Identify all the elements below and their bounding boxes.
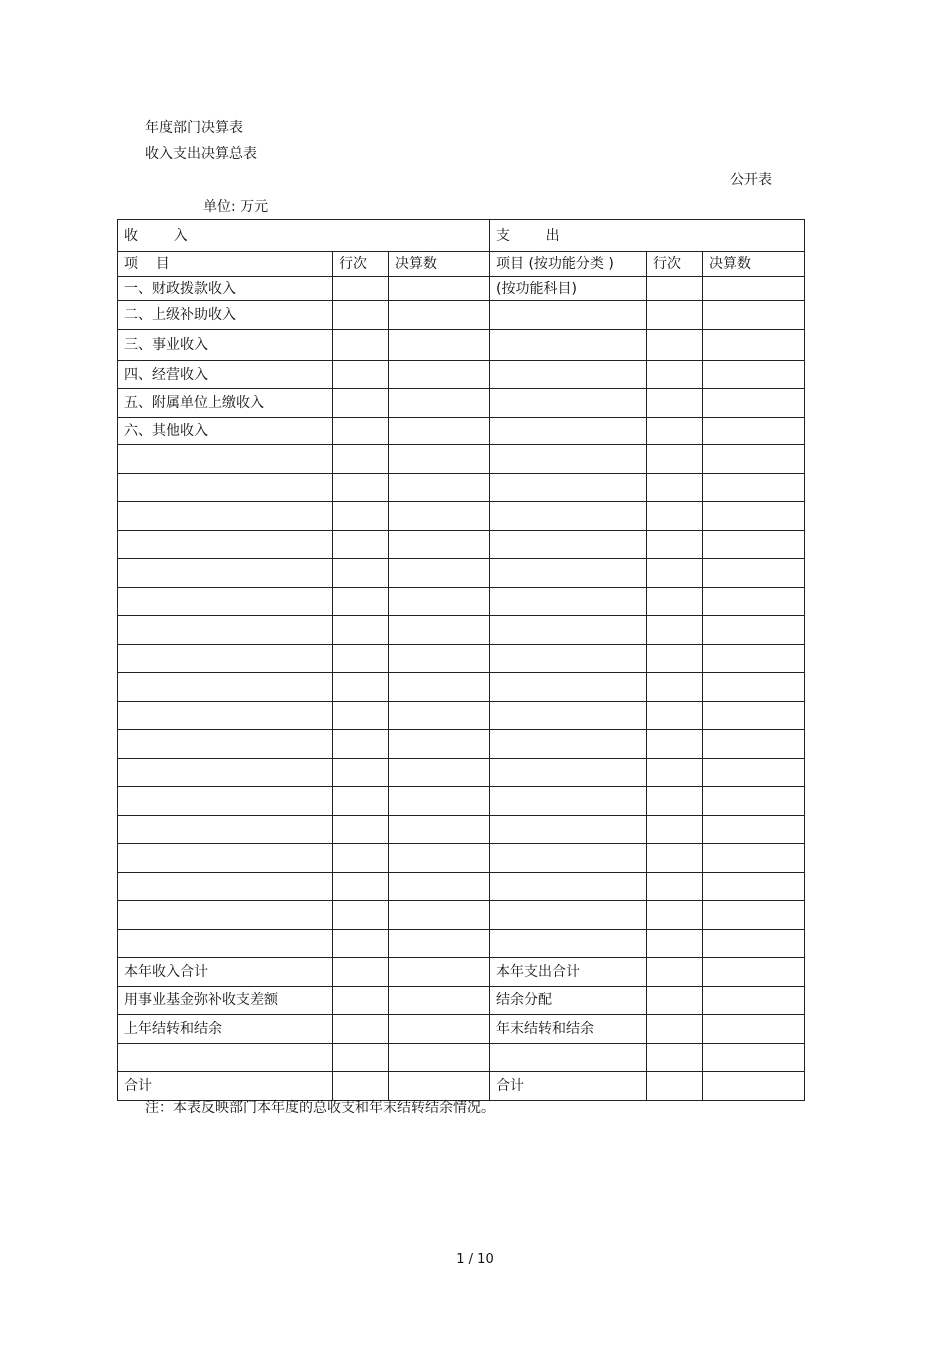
income-row-no-cell	[333, 901, 389, 930]
expense-row-no-cell	[647, 730, 703, 759]
income-amount-cell	[389, 958, 490, 987]
income-item-cell	[118, 929, 333, 958]
table-row	[118, 1015, 805, 1044]
expense-item-cell: 结余分配	[490, 986, 647, 1015]
expense-amount-cell	[703, 473, 805, 502]
expense-amount-cell	[703, 986, 805, 1015]
expense-row-no-cell	[647, 559, 703, 588]
expense-amount-cell	[703, 644, 805, 673]
income-item-cell	[118, 473, 333, 502]
income-amount-cell	[389, 361, 490, 389]
income-item-cell	[118, 1043, 333, 1072]
expense-item-cell	[490, 587, 647, 616]
income-row-no-cell	[333, 958, 389, 987]
expense-amount-cell	[703, 587, 805, 616]
expense-row-no-cell	[647, 330, 703, 361]
income-amount-cell	[389, 502, 490, 531]
income-row-no-cell	[333, 844, 389, 873]
income-item-cell	[118, 815, 333, 844]
expense-item-cell	[490, 815, 647, 844]
income-item-cell: 六、其他收入	[118, 418, 333, 445]
income-amount-cell	[389, 787, 490, 816]
expense-row-no-cell	[647, 587, 703, 616]
expense-heading: 支 出	[490, 220, 805, 252]
income-item-cell	[118, 644, 333, 673]
expense-amount-cell	[703, 277, 805, 301]
expense-item-cell	[490, 502, 647, 531]
income-amount-cell	[389, 730, 490, 759]
income-item-cell	[118, 758, 333, 787]
income-item-cell	[118, 559, 333, 588]
table-row	[118, 1072, 805, 1101]
income-amount-cell	[389, 844, 490, 873]
expense-amount-cell	[703, 872, 805, 901]
income-heading: 收 入	[118, 220, 490, 252]
expense-item-cell	[490, 445, 647, 474]
expense-amount-cell	[703, 445, 805, 474]
income-row-no-cell	[333, 445, 389, 474]
expense-row-no-cell	[647, 418, 703, 445]
income-amount-cell	[389, 1072, 490, 1101]
expense-row-no-cell	[647, 958, 703, 987]
expense-amount-cell	[703, 559, 805, 588]
table-row	[118, 277, 805, 301]
table-row	[118, 958, 805, 987]
expense-item-cell	[490, 301, 647, 330]
expense-row-no-cell	[647, 758, 703, 787]
expense-amount-cell	[703, 301, 805, 330]
table-row	[118, 929, 805, 958]
col-expense-row-no: 行次	[647, 252, 703, 277]
income-item-cell	[118, 616, 333, 645]
expense-item-cell	[490, 473, 647, 502]
col-expense-item: 项目 (按功能分类 )	[490, 252, 647, 277]
expense-item-cell	[490, 701, 647, 730]
expense-item-cell	[490, 844, 647, 873]
col-amount: 决算数	[389, 252, 490, 277]
column-header-row	[118, 252, 805, 277]
table-row	[118, 445, 805, 474]
table-row	[118, 389, 805, 418]
section-header-row	[118, 220, 805, 252]
income-amount-cell	[389, 389, 490, 418]
income-amount-cell	[389, 473, 490, 502]
expense-item-cell	[490, 901, 647, 930]
income-amount-cell	[389, 758, 490, 787]
expense-row-no-cell	[647, 844, 703, 873]
expense-amount-cell	[703, 758, 805, 787]
income-item-cell: 三、事业收入	[118, 330, 333, 361]
expense-item-cell: (按功能科目)	[490, 277, 647, 301]
expense-item-cell: 本年支出合计	[490, 958, 647, 987]
income-row-no-cell	[333, 872, 389, 901]
table-row	[118, 844, 805, 873]
expense-amount-cell	[703, 730, 805, 759]
income-item-cell: 五、附属单位上缴收入	[118, 389, 333, 418]
income-item-cell	[118, 872, 333, 901]
expense-amount-cell	[703, 389, 805, 418]
income-item-cell: 本年收入合计	[118, 958, 333, 987]
income-row-no-cell	[333, 361, 389, 389]
income-row-no-cell	[333, 758, 389, 787]
income-row-no-cell	[333, 277, 389, 301]
expense-item-cell	[490, 559, 647, 588]
income-row-no-cell	[333, 473, 389, 502]
expense-row-no-cell	[647, 530, 703, 559]
expense-amount-cell	[703, 844, 805, 873]
income-row-no-cell	[333, 644, 389, 673]
income-item-cell	[118, 502, 333, 531]
expense-item-cell	[490, 616, 647, 645]
income-row-no-cell	[333, 1015, 389, 1044]
table-row	[118, 730, 805, 759]
expense-amount-cell	[703, 787, 805, 816]
expense-item-cell	[490, 730, 647, 759]
expense-row-no-cell	[647, 502, 703, 531]
budget-summary-table	[117, 219, 805, 1101]
expense-amount-cell	[703, 901, 805, 930]
expense-item-cell: 年末结转和结余	[490, 1015, 647, 1044]
expense-row-no-cell	[647, 389, 703, 418]
income-item-cell: 四、经营收入	[118, 361, 333, 389]
income-amount-cell	[389, 644, 490, 673]
table-row	[118, 901, 805, 930]
expense-item-cell	[490, 787, 647, 816]
expense-amount-cell	[703, 701, 805, 730]
income-item-cell: 用事业基金弥补收支差额	[118, 986, 333, 1015]
income-item-cell: 一、财政拨款收入	[118, 277, 333, 301]
income-amount-cell	[389, 330, 490, 361]
expense-item-cell	[490, 644, 647, 673]
income-amount-cell	[389, 986, 490, 1015]
income-amount-cell	[389, 701, 490, 730]
income-row-no-cell	[333, 418, 389, 445]
expense-row-no-cell	[647, 277, 703, 301]
expense-item-cell	[490, 418, 647, 445]
unit-label: 单位: 万元	[203, 199, 269, 215]
table-row	[118, 872, 805, 901]
table-row	[118, 559, 805, 588]
table-row	[118, 815, 805, 844]
page-title: 年度部门决算表	[145, 120, 243, 136]
income-row-no-cell	[333, 330, 389, 361]
expense-amount-cell	[703, 418, 805, 445]
income-row-no-cell	[333, 301, 389, 330]
income-row-no-cell	[333, 986, 389, 1015]
income-item-cell: 合计	[118, 1072, 333, 1101]
income-row-no-cell	[333, 389, 389, 418]
income-amount-cell	[389, 673, 490, 702]
income-amount-cell	[389, 301, 490, 330]
expense-amount-cell	[703, 958, 805, 987]
expense-item-cell	[490, 361, 647, 389]
income-item-cell	[118, 730, 333, 759]
expense-row-no-cell	[647, 301, 703, 330]
table-note: 注：本表反映部门本年度的总收支和年末结转结余情况。	[145, 1100, 495, 1116]
income-amount-cell	[389, 1043, 490, 1072]
expense-item-cell	[490, 758, 647, 787]
expense-item-cell	[490, 673, 647, 702]
table-row	[118, 986, 805, 1015]
expense-amount-cell	[703, 1015, 805, 1044]
expense-row-no-cell	[647, 701, 703, 730]
table-row	[118, 1043, 805, 1072]
income-item-cell	[118, 701, 333, 730]
income-amount-cell	[389, 587, 490, 616]
income-item-cell: 上年结转和结余	[118, 1015, 333, 1044]
income-row-no-cell	[333, 587, 389, 616]
table-row	[118, 473, 805, 502]
income-item-cell	[118, 844, 333, 873]
income-amount-cell	[389, 277, 490, 301]
expense-row-no-cell	[647, 361, 703, 389]
expense-item-cell	[490, 389, 647, 418]
expense-amount-cell	[703, 673, 805, 702]
table-row	[118, 644, 805, 673]
col-row-no: 行次	[333, 252, 389, 277]
income-item-cell	[118, 587, 333, 616]
income-amount-cell	[389, 929, 490, 958]
income-row-no-cell	[333, 815, 389, 844]
table-row	[118, 616, 805, 645]
expense-amount-cell	[703, 502, 805, 531]
expense-row-no-cell	[647, 901, 703, 930]
income-row-no-cell	[333, 530, 389, 559]
income-item-cell	[118, 673, 333, 702]
table-row	[118, 758, 805, 787]
expense-row-no-cell	[647, 815, 703, 844]
expense-amount-cell	[703, 815, 805, 844]
page-subtitle: 收入支出决算总表	[145, 146, 257, 162]
expense-amount-cell	[703, 1072, 805, 1101]
income-row-no-cell	[333, 701, 389, 730]
expense-row-no-cell	[647, 473, 703, 502]
expense-row-no-cell	[647, 1043, 703, 1072]
expense-row-no-cell	[647, 1015, 703, 1044]
income-item-cell	[118, 901, 333, 930]
income-row-no-cell	[333, 559, 389, 588]
table-row	[118, 587, 805, 616]
table-row	[118, 701, 805, 730]
expense-row-no-cell	[647, 1072, 703, 1101]
expense-item-cell	[490, 530, 647, 559]
income-row-no-cell	[333, 1043, 389, 1072]
income-item-cell	[118, 787, 333, 816]
expense-amount-cell	[703, 530, 805, 559]
expense-item-cell	[490, 872, 647, 901]
col-item: 项 目	[118, 252, 333, 277]
expense-item-cell: 合计	[490, 1072, 647, 1101]
income-amount-cell	[389, 530, 490, 559]
income-amount-cell	[389, 901, 490, 930]
expense-row-no-cell	[647, 673, 703, 702]
expense-row-no-cell	[647, 445, 703, 474]
income-row-no-cell	[333, 616, 389, 645]
table-row	[118, 418, 805, 445]
table-row	[118, 673, 805, 702]
table-row	[118, 787, 805, 816]
income-amount-cell	[389, 1015, 490, 1044]
table-row	[118, 361, 805, 389]
income-row-no-cell	[333, 787, 389, 816]
income-amount-cell	[389, 559, 490, 588]
income-item-cell	[118, 445, 333, 474]
income-amount-cell	[389, 418, 490, 445]
expense-amount-cell	[703, 330, 805, 361]
expense-amount-cell	[703, 616, 805, 645]
income-row-no-cell	[333, 730, 389, 759]
table-row	[118, 301, 805, 330]
income-amount-cell	[389, 815, 490, 844]
income-amount-cell	[389, 872, 490, 901]
income-item-cell: 二、上级补助收入	[118, 301, 333, 330]
income-amount-cell	[389, 445, 490, 474]
income-row-no-cell	[333, 929, 389, 958]
expense-amount-cell	[703, 1043, 805, 1072]
table-row	[118, 530, 805, 559]
expense-row-no-cell	[647, 986, 703, 1015]
income-item-cell	[118, 530, 333, 559]
expense-row-no-cell	[647, 616, 703, 645]
expense-row-no-cell	[647, 929, 703, 958]
income-amount-cell	[389, 616, 490, 645]
expense-row-no-cell	[647, 644, 703, 673]
income-row-no-cell	[333, 1072, 389, 1101]
expense-amount-cell	[703, 929, 805, 958]
expense-item-cell	[490, 330, 647, 361]
expense-row-no-cell	[647, 872, 703, 901]
expense-item-cell	[490, 1043, 647, 1072]
table-row	[118, 502, 805, 531]
expense-row-no-cell	[647, 787, 703, 816]
table-row	[118, 330, 805, 361]
income-row-no-cell	[333, 502, 389, 531]
expense-item-cell	[490, 929, 647, 958]
expense-amount-cell	[703, 361, 805, 389]
public-label: 公开表	[730, 172, 772, 188]
page-number: 1 / 10	[456, 1252, 494, 1267]
income-row-no-cell	[333, 673, 389, 702]
col-expense-amount: 决算数	[703, 252, 805, 277]
